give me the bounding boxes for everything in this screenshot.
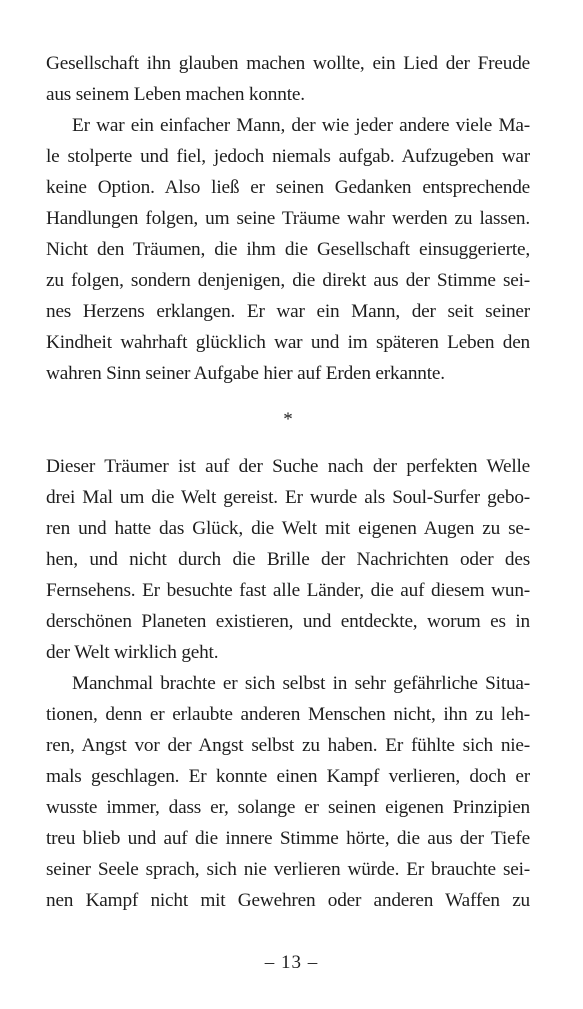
paragraph bbox=[46, 451, 530, 668]
paragraph bbox=[46, 668, 530, 916]
page-number: – 13 – bbox=[264, 952, 319, 973]
text-line: Dieser Träumer ist auf der Suche nach der perfekten Welle bbox=[46, 456, 530, 477]
text-line: Kindheit wahrhaft glücklich war und im späteren Leben den bbox=[46, 332, 530, 353]
text-line: Er war ein einfacher Mann, der wie jeder andere viele Ma- bbox=[72, 115, 530, 136]
text-line: aus seinem Leben machen konnte. bbox=[46, 84, 305, 105]
text-line: Manchmal brachte er sich selbst in sehr gefährliche Situa- bbox=[72, 673, 530, 694]
text-line: Handlungen folgen, um seine Träume wahr werden zu lassen. bbox=[46, 208, 530, 229]
text-line: ren, Angst vor der Angst selbst zu haben. Er fühlte sich nie- bbox=[46, 735, 530, 756]
text-line: treu blieb und auf die innere Stimme hörte, die aus der Tiefe bbox=[46, 828, 530, 849]
text-line: hen, und nicht durch die Brille der Nachrichten oder des bbox=[46, 549, 530, 570]
text-line: keine Option. Also ließ er seinen Gedanken entsprechende bbox=[46, 177, 530, 198]
text-line: Nicht den Träumen, die ihm die Gesellschaft einsuggerierte, bbox=[46, 239, 530, 260]
text-line: wahren Sinn seiner Aufgabe hier auf Erden erkannte. bbox=[46, 363, 445, 384]
text-line: Gesellschaft ihn glauben machen wollte, ein Lied der Freude bbox=[46, 53, 530, 74]
text-line: drei Mal um die Welt gereist. Er wurde als Soul-Surfer gebo- bbox=[46, 487, 530, 508]
text-line: Fernsehens. Er besuchte fast alle Länder, die auf diesem wun- bbox=[46, 580, 530, 601]
paragraph bbox=[46, 110, 530, 389]
text-line: nes Herzens erklangen. Er war ein Mann, der seit seiner bbox=[46, 301, 530, 322]
text-line: seiner Seele sprach, sich nie verlieren würde. Er brauchte sei- bbox=[46, 859, 530, 880]
text-line: wusste immer, dass er, solange er seinen eigenen Prinzipien bbox=[46, 797, 530, 818]
section-separator: * bbox=[283, 409, 293, 430]
page-body bbox=[46, 48, 530, 916]
section-before-break bbox=[46, 48, 530, 389]
section-after-break bbox=[46, 451, 530, 916]
text-line: derschönen Planeten existieren, und entdeckte, worum es in bbox=[46, 611, 530, 632]
text-line: der Welt wirklich geht. bbox=[46, 642, 219, 663]
text-line: tionen, denn er erlaubte anderen Menschen nicht, ihn zu leh- bbox=[46, 704, 530, 725]
text-line: ren und hatte das Glück, die Welt mit eigenen Augen zu se- bbox=[46, 518, 530, 539]
text-line: mals geschlagen. Er konnte einen Kampf verlieren, doch er bbox=[46, 766, 530, 787]
text-line: nen Kampf nicht mit Gewehren oder anderen Waffen zu bbox=[46, 890, 530, 911]
text-line: le stolperte und fiel, jedoch niemals aufgab. Aufzugeben war bbox=[46, 146, 530, 167]
text-line: zu folgen, sondern denjenigen, die direkt aus der Stimme sei- bbox=[46, 270, 530, 291]
paragraph bbox=[46, 48, 530, 110]
